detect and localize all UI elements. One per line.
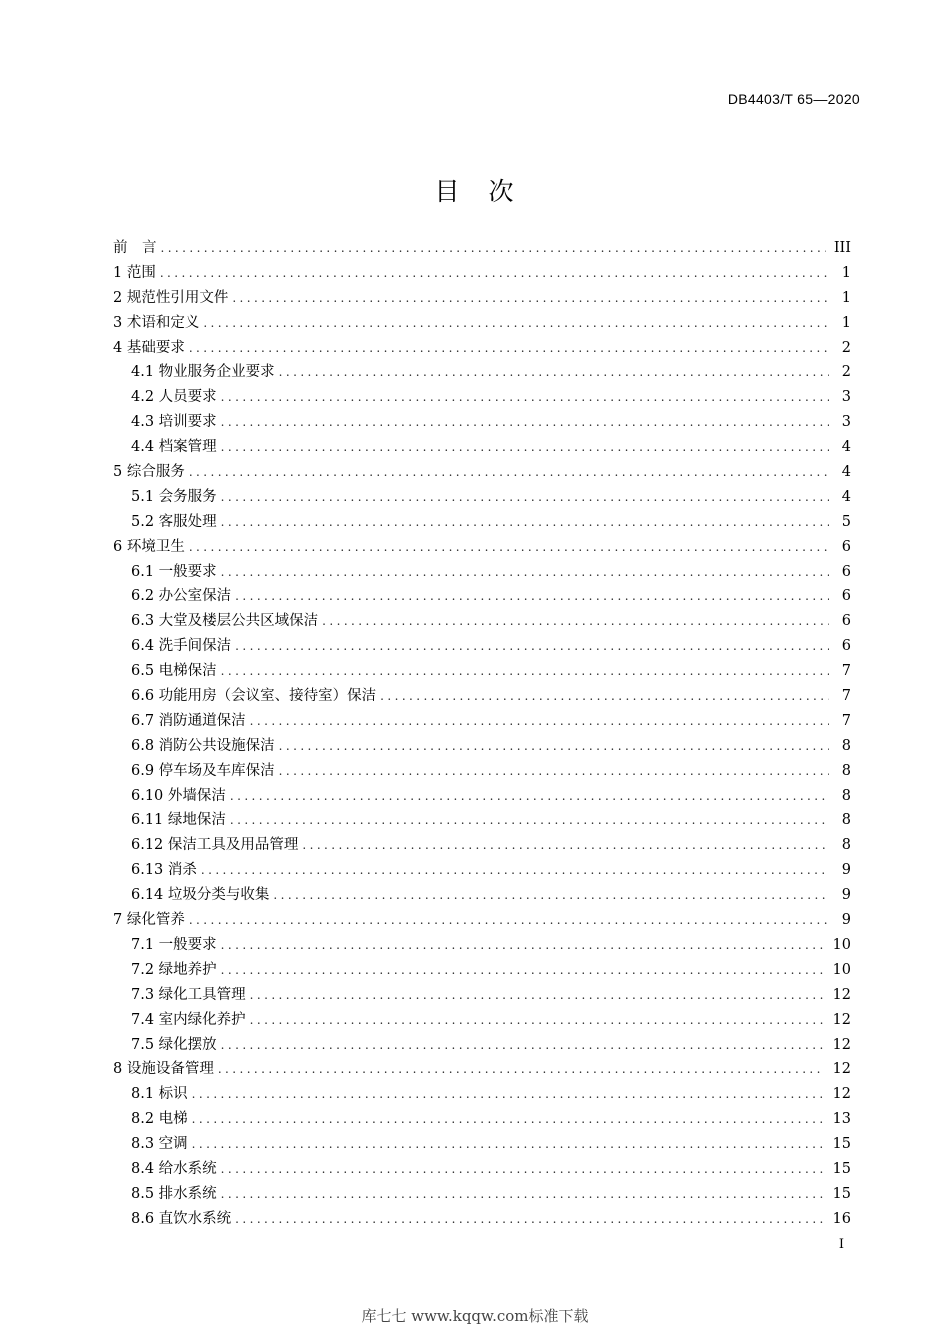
toc-entry-label: 6.14 垃圾分类与收集	[131, 887, 270, 904]
toc-entry[interactable]	[113, 684, 851, 709]
toc-entry[interactable]	[113, 311, 851, 336]
toc-entry-page: 12	[832, 986, 851, 1003]
toc-entry-page: 4	[841, 488, 851, 505]
toc-entry-label: 6.7 消防通道保洁	[131, 712, 246, 729]
toc-leader-dots	[221, 958, 825, 983]
toc-entry-label: 6.5 电梯保洁	[131, 663, 217, 680]
toc-leader-dots	[230, 784, 829, 809]
toc-entry-page: 1	[841, 289, 851, 306]
toc-entry-label: 6.9 停车场及车库保洁	[131, 762, 275, 779]
toc-entry[interactable]	[113, 609, 851, 634]
toc-leader-dots	[221, 659, 829, 684]
toc-entry[interactable]	[113, 510, 851, 535]
toc-entry[interactable]	[113, 336, 851, 361]
toc-entry-label: 前 言	[113, 240, 157, 256]
toc-entry[interactable]	[113, 236, 851, 261]
toc-leader-dots	[235, 634, 829, 659]
toc-leader-dots	[235, 584, 829, 609]
toc-entry-page: 6	[841, 538, 851, 555]
toc-leader-dots	[221, 410, 829, 435]
toc-entry[interactable]	[113, 833, 851, 858]
toc-entry-label: 5.1 会务服务	[131, 488, 217, 505]
toc-entry-page: 10	[832, 961, 851, 978]
toc-entry-label: 4.4 档案管理	[131, 439, 217, 456]
toc-entry-label: 5.2 客服处理	[131, 513, 217, 530]
toc-entry-label: 5 综合服务	[113, 464, 185, 481]
toc-entry-page: 8	[841, 837, 851, 854]
page-number: I	[838, 1237, 844, 1252]
toc-entry[interactable]	[113, 759, 851, 784]
toc-entry[interactable]	[113, 858, 851, 883]
toc-entry-page: 9	[841, 862, 851, 879]
toc-entry-page: 2	[841, 364, 851, 381]
toc-entry[interactable]	[113, 908, 851, 933]
toc-leader-dots	[189, 336, 829, 361]
toc-entry-label: 7.5 绿化摆放	[131, 1036, 217, 1053]
toc-entry-label: 1 范围	[113, 264, 156, 281]
toc-entry-page: 8	[841, 812, 851, 829]
toc-entry-page: 15	[832, 1185, 851, 1202]
toc-entry-label: 6.3 大堂及楼层公共区域保洁	[131, 613, 319, 630]
toc-leader-dots	[221, 485, 829, 510]
toc-entry[interactable]	[113, 983, 851, 1008]
toc-entry-page: 8	[841, 787, 851, 804]
toc-entry-label: 7.2 绿地养护	[131, 961, 217, 978]
toc-entry-label: 8 设施设备管理	[113, 1061, 214, 1078]
toc-entry[interactable]	[113, 1157, 851, 1182]
document-code: DB4403/T 65—2020	[727, 91, 860, 107]
toc-entry-label: 4.3 培训要求	[131, 414, 217, 431]
toc-entry-label: 6.6 功能用房（会议室、接待室）保洁	[131, 688, 377, 705]
toc-leader-dots	[221, 435, 829, 460]
toc-entry-label: 6.1 一般要求	[131, 563, 217, 580]
toc-entry[interactable]	[113, 784, 851, 809]
toc-entry-page: 7	[841, 663, 851, 680]
toc-entry[interactable]	[113, 286, 851, 311]
toc-entry-label: 8.3 空调	[131, 1136, 188, 1153]
toc-entry-label: 6.10 外墙保洁	[131, 787, 226, 804]
toc-entry-page: 12	[832, 1061, 851, 1078]
toc-entry[interactable]	[113, 1107, 851, 1132]
toc-leader-dots	[203, 311, 829, 336]
toc-entry-label: 8.1 标识	[131, 1086, 188, 1103]
toc-leader-dots	[221, 1157, 825, 1182]
toc-entry-page: 8	[841, 762, 851, 779]
toc-entry-page: 3	[841, 414, 851, 431]
toc-entry-page: 1	[841, 264, 851, 281]
toc-leader-dots	[189, 460, 829, 485]
toc-leader-dots	[279, 734, 829, 759]
toc-leader-dots	[218, 1057, 825, 1082]
toc-entry-page: 2	[841, 339, 851, 356]
toc-leader-dots	[221, 1033, 825, 1058]
toc-leader-dots	[380, 684, 829, 709]
toc-entry-label: 7.4 室内绿化养护	[131, 1011, 246, 1028]
toc-entry[interactable]	[113, 958, 851, 983]
toc-entry[interactable]	[113, 933, 851, 958]
toc-leader-dots	[230, 808, 829, 833]
toc-entry-label: 6.13 消杀	[131, 862, 197, 879]
watermark: 库七七 www.kqqw.com标准下载	[361, 1307, 589, 1325]
toc-leader-dots	[201, 858, 829, 883]
toc-entry-page: 8	[841, 737, 851, 754]
toc-leader-dots	[221, 510, 829, 535]
toc-entry-page: 4	[841, 464, 851, 481]
toc-entry-label: 4 基础要求	[113, 339, 185, 356]
toc-entry-label: 6.12 保洁工具及用品管理	[131, 837, 299, 854]
toc-leader-dots	[189, 535, 829, 560]
toc-entry-page: 7	[841, 688, 851, 705]
toc-entry[interactable]	[113, 1132, 851, 1157]
toc-entry-label: 8.5 排水系统	[131, 1185, 217, 1202]
toc-entry-page: 6	[841, 588, 851, 605]
toc-entry-label: 6 环境卫生	[113, 538, 185, 555]
toc-entry[interactable]	[113, 360, 851, 385]
toc-entry[interactable]	[113, 634, 851, 659]
toc-entry[interactable]	[113, 560, 851, 585]
toc-leader-dots	[192, 1082, 825, 1107]
toc-entry[interactable]	[113, 385, 851, 410]
toc-entry-page: 12	[832, 1086, 851, 1103]
toc-entry-page: 9	[841, 912, 851, 929]
toc-entry-label: 6.8 消防公共设施保洁	[131, 737, 275, 754]
toc-leader-dots	[273, 883, 829, 908]
toc-entry[interactable]	[113, 1008, 851, 1033]
toc-entry-page: 4	[841, 439, 851, 456]
toc-entry-page: 12	[832, 1036, 851, 1053]
toc-entry-page: III	[833, 240, 851, 256]
toc-leader-dots	[250, 1008, 825, 1033]
toc-leader-dots	[232, 286, 829, 311]
toc-leader-dots	[279, 759, 829, 784]
toc-entry-page: 3	[841, 389, 851, 406]
toc-entry-page: 1	[841, 314, 851, 331]
toc-entry-label: 4.2 人员要求	[131, 389, 217, 406]
table-of-contents	[113, 236, 851, 1232]
toc-entry-page: 12	[832, 1011, 851, 1028]
toc-entry-label: 8.6 直饮水系统	[131, 1210, 232, 1227]
toc-entry[interactable]	[113, 808, 851, 833]
toc-entry[interactable]	[113, 1207, 851, 1232]
toc-entry-label: 8.2 电梯	[131, 1111, 188, 1128]
toc-leader-dots	[302, 833, 829, 858]
toc-entry-page: 16	[832, 1210, 851, 1227]
toc-leader-dots	[221, 933, 825, 958]
toc-entry-label: 6.11 绿地保洁	[131, 812, 226, 829]
toc-entry-page: 7	[841, 712, 851, 729]
toc-entry[interactable]	[113, 584, 851, 609]
toc-entry[interactable]	[113, 410, 851, 435]
toc-entry[interactable]	[113, 435, 851, 460]
toc-entry[interactable]	[113, 734, 851, 759]
toc-entry-page: 5	[841, 513, 851, 530]
toc-entry-label: 2 规范性引用文件	[113, 289, 229, 306]
toc-entry[interactable]	[113, 883, 851, 908]
toc-entry-page: 13	[832, 1111, 851, 1128]
toc-leader-dots	[221, 385, 829, 410]
toc-entry[interactable]	[113, 535, 851, 560]
toc-entry-label: 7.1 一般要求	[131, 936, 217, 953]
toc-entry-label: 7.3 绿化工具管理	[131, 986, 246, 1003]
toc-leader-dots	[250, 983, 825, 1008]
toc-entry-label: 4.1 物业服务企业要求	[131, 364, 275, 381]
toc-entry-page: 6	[841, 638, 851, 655]
toc-leader-dots	[192, 1107, 825, 1132]
page-title: 目 次	[434, 177, 516, 206]
toc-entry-label: 6.2 办公室保洁	[131, 588, 232, 605]
toc-leader-dots	[250, 709, 829, 734]
toc-leader-dots	[189, 908, 829, 933]
toc-entry-label: 8.4 给水系统	[131, 1160, 217, 1177]
toc-entry-page: 9	[841, 887, 851, 904]
toc-leader-dots	[322, 609, 829, 634]
toc-entry[interactable]	[113, 709, 851, 734]
toc-entry-page: 15	[832, 1136, 851, 1153]
toc-entry[interactable]	[113, 485, 851, 510]
toc-leader-dots	[279, 360, 829, 385]
toc-leader-dots	[160, 261, 829, 286]
toc-entry-page: 6	[841, 613, 851, 630]
toc-entry-page: 10	[832, 936, 851, 953]
toc-entry[interactable]	[113, 659, 851, 684]
toc-entry[interactable]	[113, 1182, 851, 1207]
toc-leader-dots	[221, 1182, 825, 1207]
toc-entry-label: 6.4 洗手间保洁	[131, 638, 232, 655]
toc-entry[interactable]	[113, 1057, 851, 1082]
toc-entry[interactable]	[113, 1082, 851, 1107]
toc-entry-page: 6	[841, 563, 851, 580]
toc-entry[interactable]	[113, 460, 851, 485]
toc-leader-dots	[192, 1132, 825, 1157]
toc-leader-dots	[161, 236, 826, 261]
toc-entry[interactable]	[113, 261, 851, 286]
toc-leader-dots	[221, 560, 829, 585]
toc-leader-dots	[235, 1207, 824, 1232]
toc-entry-label: 3 术语和定义	[113, 314, 200, 331]
toc-entry-page: 15	[832, 1160, 851, 1177]
toc-entry[interactable]	[113, 1033, 851, 1058]
toc-entry-label: 7 绿化管养	[113, 912, 185, 929]
